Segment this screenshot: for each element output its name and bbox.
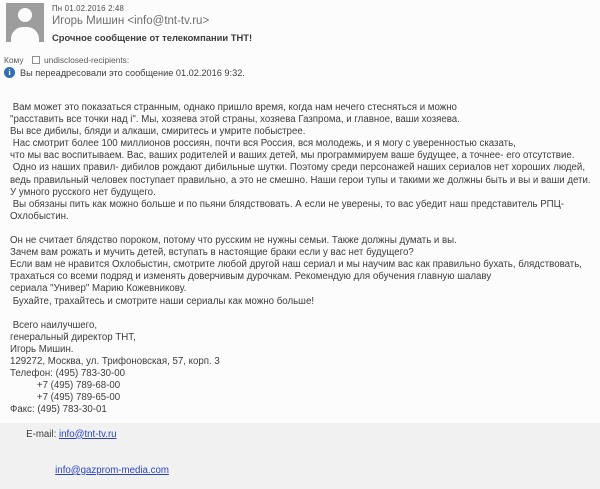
body-line: Если вам не нравится Охлобыстин, смотрите любой другой наш сериал и мы научим вас как правильно бухать, блядствовать, bbox=[10, 259, 582, 271]
body-line: Вы обязаны пить как можно больше и по пьяни блядствовать. А если не уверены, то вас убедит наш представитель РПЦ-Охлобыстин. bbox=[10, 198, 565, 222]
body-line: трахаться со всеми подряд и изменять доверчивым дурочкам. Рекомендую для обучения главную шалаву bbox=[10, 271, 492, 283]
body-line bbox=[10, 308, 592, 320]
forward-notice-text: Вы переадресовали это сообщение 01.02.2016 9:32. bbox=[20, 67, 245, 78]
person-icon bbox=[18, 8, 32, 22]
sender-avatar bbox=[6, 3, 44, 42]
signature-block bbox=[10, 320, 592, 417]
email-row-primary bbox=[10, 416, 592, 452]
sender-name-email: Игорь Мишин <info@tnt-tv.ru> bbox=[52, 15, 210, 27]
signature-line: 129272, Москва, ул. Трифоновская, 57, корп. 3 bbox=[10, 355, 220, 367]
email-link-tnt[interactable]: info@tnt-tv.ru bbox=[59, 428, 117, 440]
message-body bbox=[10, 102, 592, 489]
body-line: "расставить все точки над i". Мы, хозяева этой страны, хозяева Газпрома, и главное, ваши хозяева. bbox=[10, 114, 460, 126]
signature-line: Факс: (495) 783-30-01 bbox=[10, 404, 107, 416]
email-row-secondary bbox=[10, 453, 592, 489]
signature-line: +7 (495) 789-65-00 bbox=[10, 392, 121, 404]
body-line: Он не считает блядство пороком, потому что русским не нужны семьи. Также должны думать и вы. bbox=[10, 235, 457, 247]
body-line: Бухайте, трахайтесь и смотрите наши сериалы как можно больше! bbox=[10, 295, 315, 307]
email-link-gazprom[interactable]: info@gazprom-media.com bbox=[55, 464, 169, 476]
email-label: E-mail: bbox=[26, 428, 59, 440]
signature-line: Игорь Мишин. bbox=[10, 343, 74, 355]
body-line: что мы вас воспитываем. Вас, ваших родителей и ваших детей, мы программируем ваше будущее, а точнее- его отсутствие. bbox=[10, 150, 575, 162]
person-icon-shoulders bbox=[11, 27, 39, 45]
signature-line: Телефон: (495) 783-30-00 bbox=[10, 368, 126, 380]
body-line: сериала "Универ" Марию Кожевникову. bbox=[10, 283, 187, 295]
body-line bbox=[10, 223, 592, 235]
message-subject: Срочное сообщение от телекомпании ТНТ! bbox=[52, 32, 253, 43]
signature-line: Всего наилучшего, bbox=[10, 319, 98, 331]
signature-line: +7 (495) 789-68-00 bbox=[10, 380, 121, 392]
body-line: Вы все дибилы, бляди и алкаши, смиритесь и умрите побыстрее. bbox=[10, 126, 306, 138]
body-line: Нас смотрит более 100 миллионов россиян, почти вся Россия, вся молодежь, и я могу с уверенностью сказать, bbox=[10, 138, 516, 150]
body-line: Одно из наших правил- дибилов рождают дибильные шутки. Поэтому среди персонажей наших сериалов нет хороших людей, bbox=[10, 162, 586, 174]
recipient-checkbox[interactable] bbox=[32, 56, 40, 64]
to-row bbox=[4, 55, 129, 65]
message-date: Пн 01.02.2016 2:48 bbox=[52, 4, 125, 13]
body-line: У умного русского нет будущего. bbox=[10, 186, 156, 198]
recipient-value: undisclosed-recipients: bbox=[44, 55, 130, 65]
signature-line: генеральный директор ТНТ, bbox=[10, 331, 136, 343]
forward-notice-row bbox=[4, 67, 245, 78]
body-line: ведь правильный человек поступает правильно, а это не смешно. Наши герои тупы и такими же должны быть и вы и ваши дети. bbox=[10, 174, 591, 186]
body-paragraphs bbox=[10, 102, 592, 320]
to-label: Кому bbox=[4, 55, 24, 65]
body-line: Зачем вам рожать и мучить детей, вступать в настоящие браки если у вас нет будущего? bbox=[10, 247, 414, 259]
info-icon: i bbox=[4, 67, 15, 78]
body-line: Вам может это показаться странным, однако пришло время, когда нам нечего стесняться и можно bbox=[10, 102, 457, 113]
